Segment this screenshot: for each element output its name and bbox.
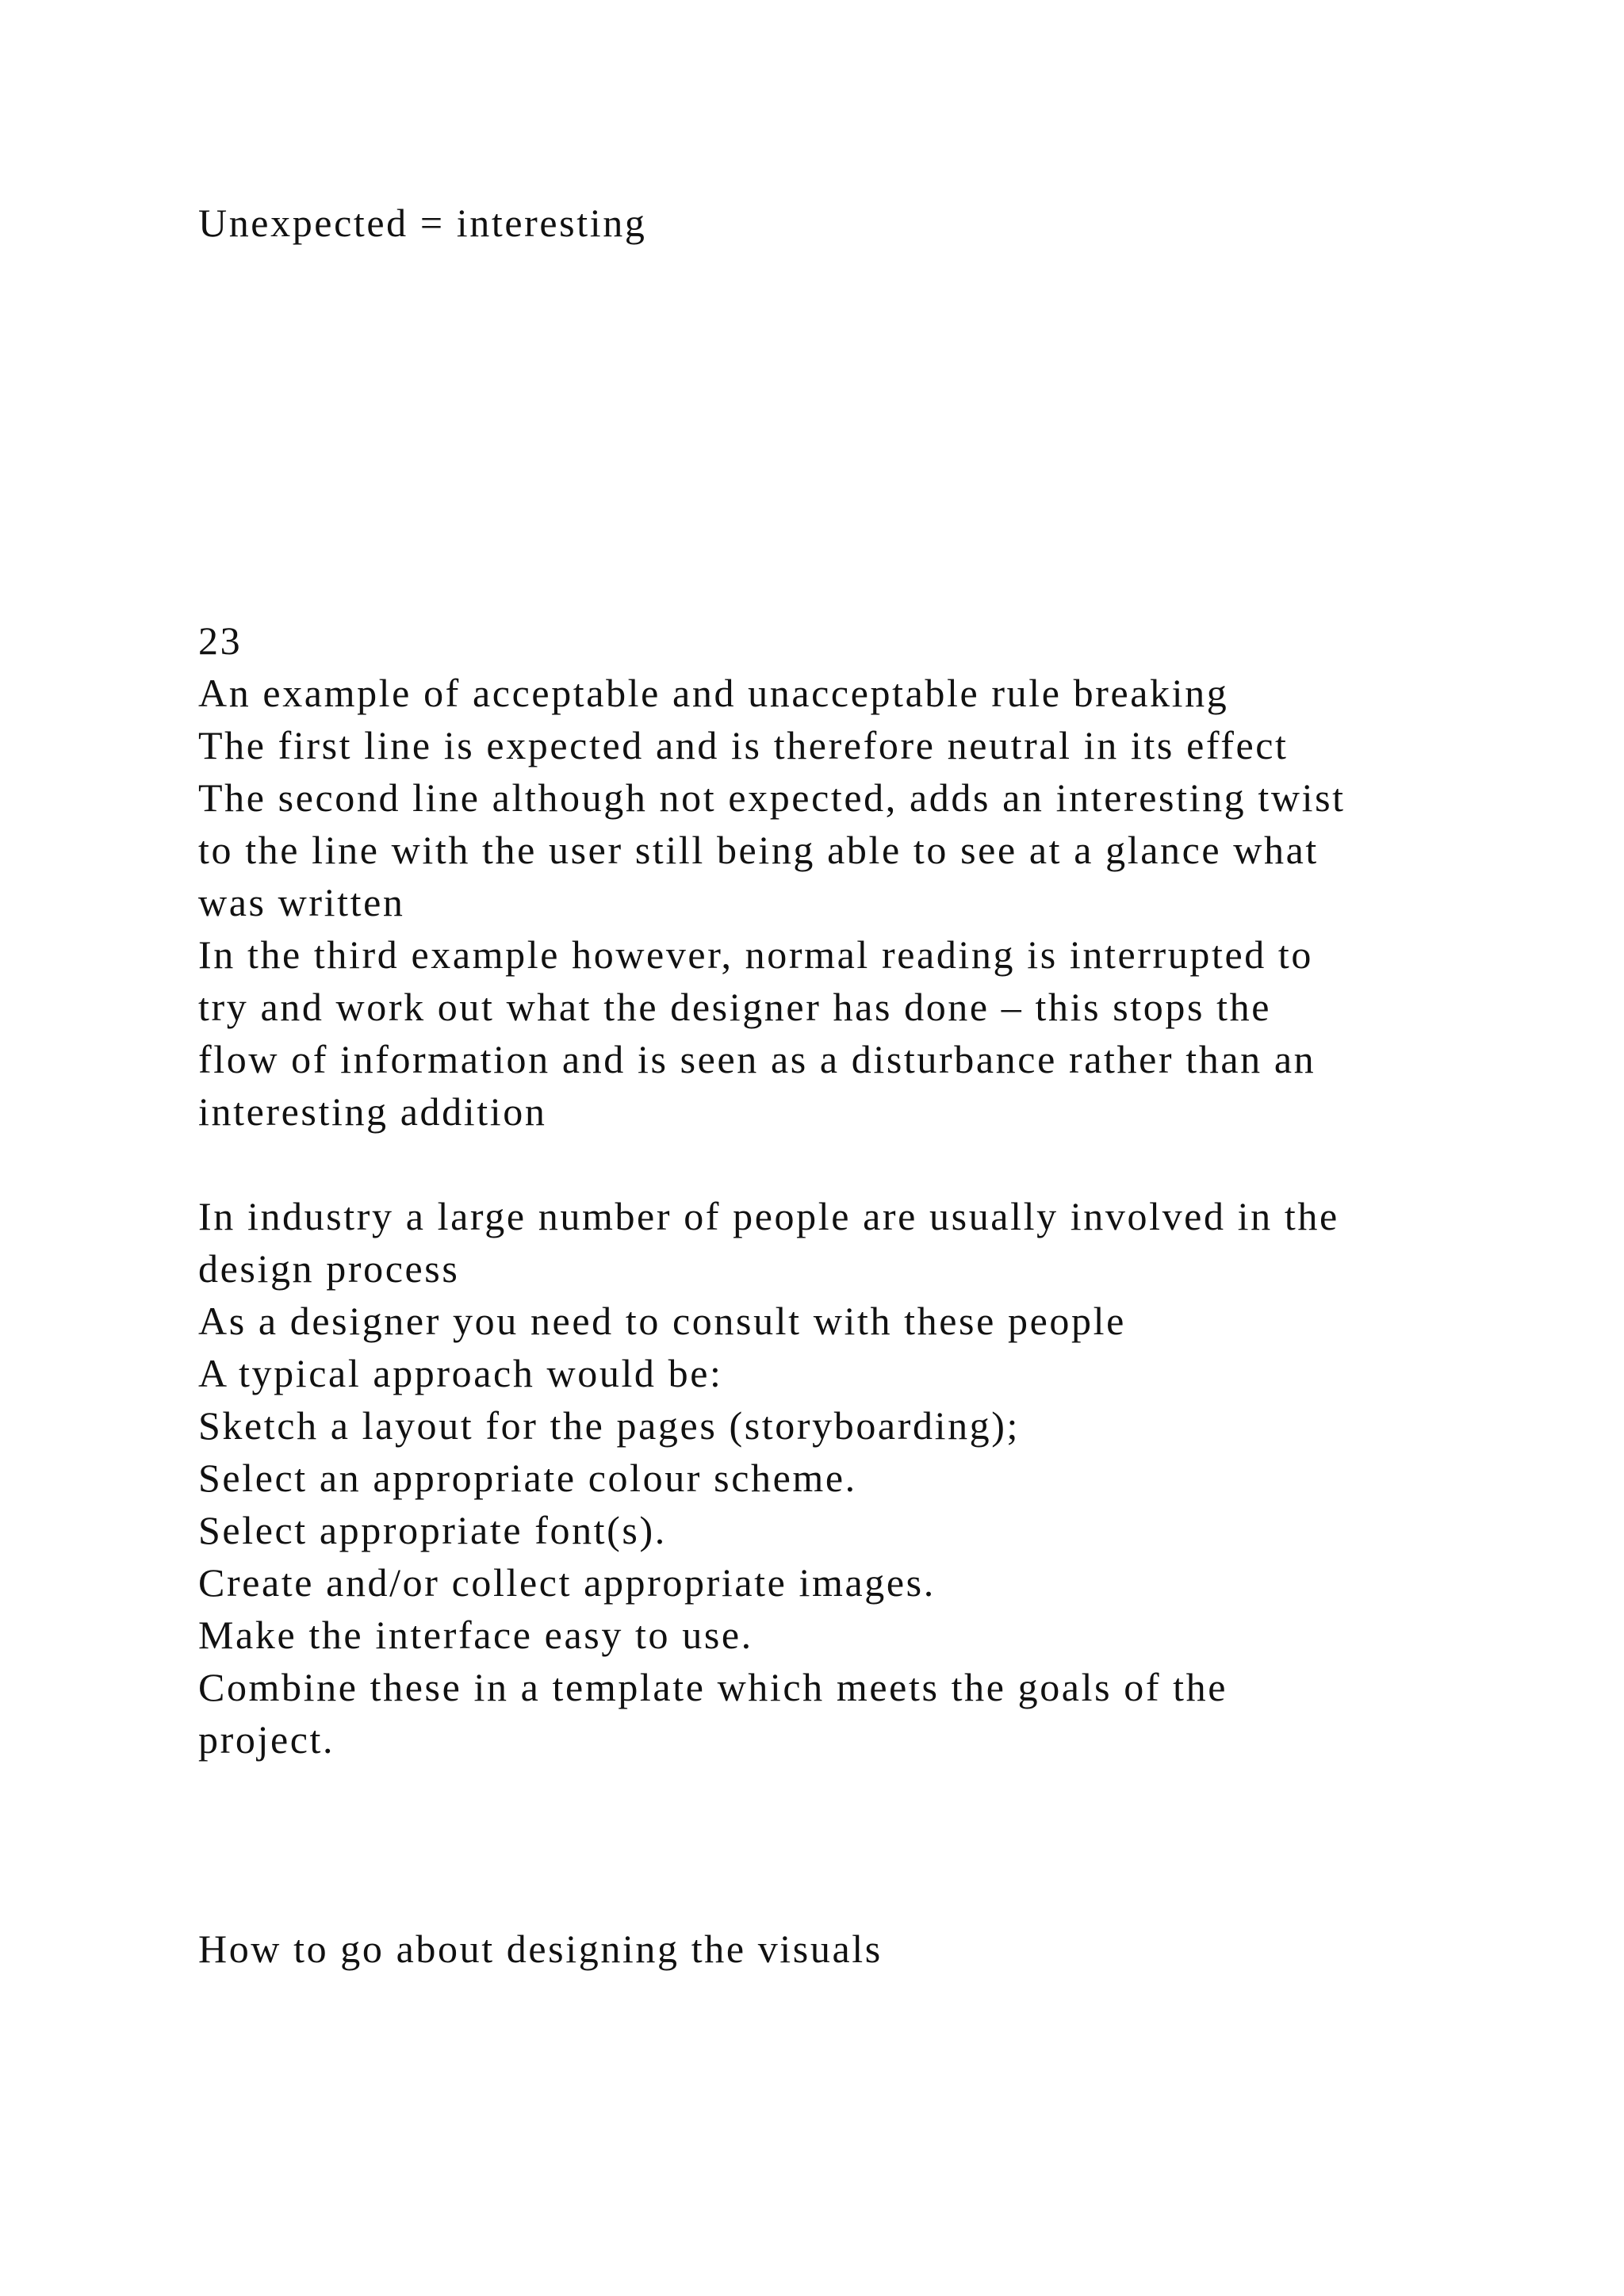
text-line: interesting addition xyxy=(198,1089,547,1134)
text-line: A typical approach would be: xyxy=(198,1351,723,1395)
text-line: The second line although not expected, adds an interesting twist xyxy=(198,775,1346,820)
text-line: Create and/or collect appropriate images. xyxy=(198,1560,936,1605)
text-line: project. xyxy=(198,1717,335,1762)
text-line: try and work out what the designer has done – this stops the xyxy=(198,985,1272,1029)
heading-unexpected: Unexpected = interesting xyxy=(198,201,647,245)
text-line: Select an appropriate colour scheme. xyxy=(198,1456,857,1500)
heading-designing-visuals: How to go about designing the visuals xyxy=(198,1927,883,1971)
text-line: to the line with the user still being able to see at a glance what xyxy=(198,828,1319,872)
text-line: As a designer you need to consult with these people xyxy=(198,1299,1126,1343)
text-line: flow of information and is seen as a disturbance rather than an xyxy=(198,1037,1316,1081)
text-line: Sketch a layout for the pages (storyboarding); xyxy=(198,1403,1021,1448)
text-line: The first line is expected and is therefore neutral in its effect xyxy=(198,723,1289,767)
text-line: In the third example however, normal reading is interrupted to xyxy=(198,932,1314,977)
text-line: design process xyxy=(198,1246,460,1291)
text-line: Combine these in a template which meets the goals of the xyxy=(198,1665,1228,1709)
text-line: Make the interface easy to use. xyxy=(198,1613,753,1657)
page-number: 23 xyxy=(198,618,243,663)
text-line: was written xyxy=(198,880,405,924)
text-line: In industry a large number of people are usually involved in the xyxy=(198,1194,1339,1238)
text-line: An example of acceptable and unacceptable rule breaking xyxy=(198,671,1229,715)
text-line: Select appropriate font(s). xyxy=(198,1508,667,1552)
